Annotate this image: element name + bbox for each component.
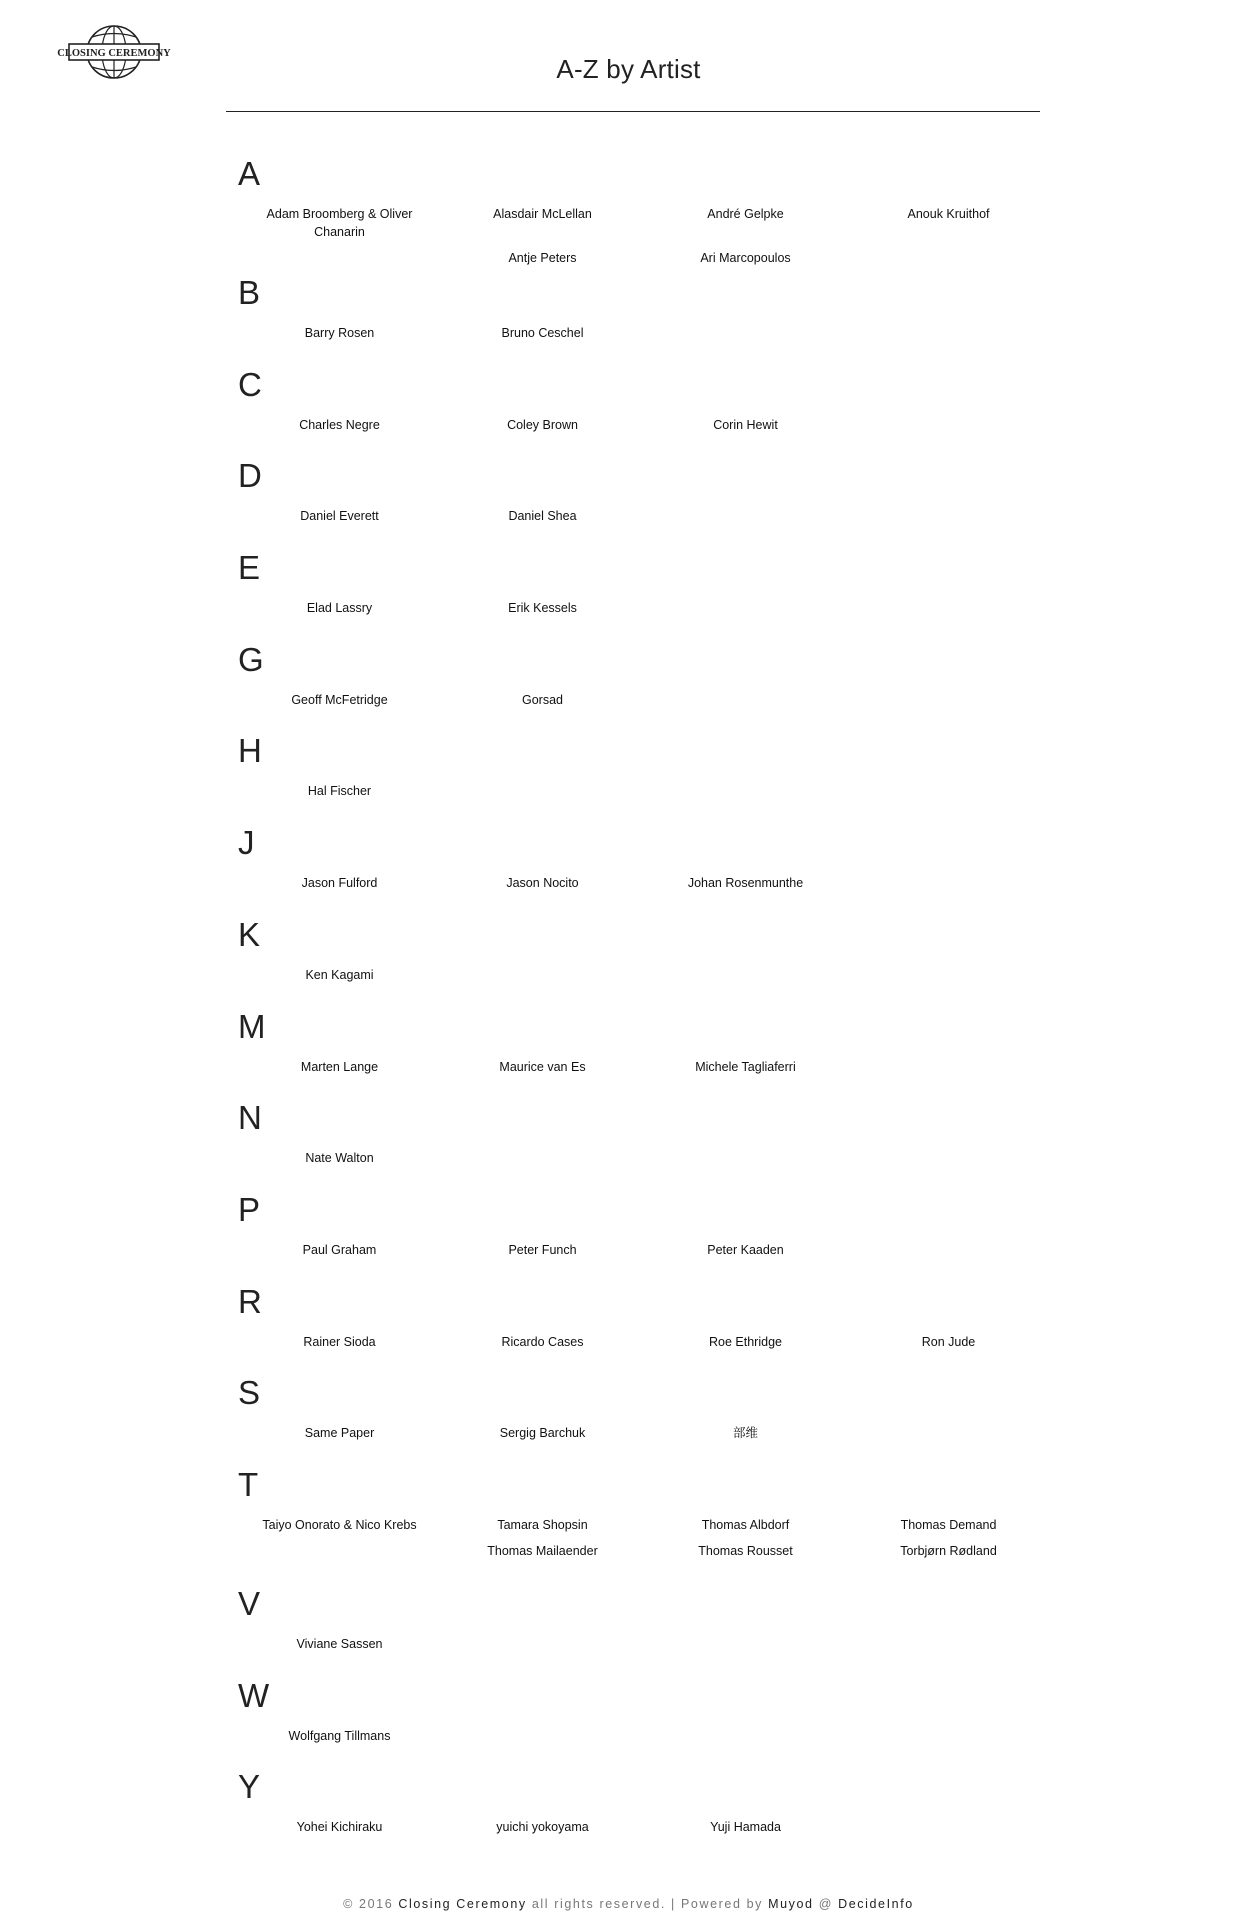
artist-link[interactable]: Gorsad [522, 692, 563, 707]
artist-link[interactable]: Torbjørn Rødland [900, 1543, 997, 1558]
artist-link[interactable]: Ron Jude [921, 1334, 976, 1349]
grid-spacer [238, 249, 441, 267]
artist-grid [238, 1333, 1053, 1351]
letter-heading: R [238, 1282, 262, 1320]
letter-heading: Y [238, 1768, 261, 1806]
artist-link[interactable]: Roe Ethridge [709, 1334, 782, 1349]
artist-link[interactable]: Rainer Sioda [303, 1334, 376, 1349]
artist-link[interactable]: 部维 [732, 1426, 758, 1441]
footer-separator: | [671, 1897, 676, 1911]
letter-section-s [238, 1374, 1053, 1466]
artist-link[interactable]: Elad Lassry [306, 601, 373, 616]
letter-section-t [238, 1466, 1053, 1585]
artist-link[interactable]: Anouk Kruithof [907, 207, 990, 221]
letter-section-b [238, 274, 1053, 366]
title-divider [226, 111, 1040, 112]
artist-link[interactable]: yuichi yokoyama [496, 1820, 589, 1835]
footer-powered-by: Powered by [680, 1897, 763, 1911]
artist-link[interactable]: Maurice van Es [499, 1059, 586, 1074]
artist-link[interactable]: Ken Kagami [305, 967, 374, 982]
artist-link[interactable]: Taiyo Onorato & Nico Krebs [262, 1517, 417, 1532]
artist-link[interactable]: Antje Peters [508, 251, 577, 265]
letter-section-j [238, 824, 1053, 916]
letter-heading: A [238, 155, 261, 192]
letter-heading: V [238, 1584, 261, 1622]
artist-grid [238, 1727, 1053, 1745]
letter-heading: K [238, 915, 261, 953]
artist-link[interactable]: Michele Tagliaferri [695, 1059, 796, 1074]
artist-link[interactable]: Marten Lange [300, 1059, 379, 1074]
artist-grid [238, 782, 1053, 800]
letter-heading: B [238, 274, 261, 311]
letter-heading: E [238, 549, 261, 587]
footer-host-link[interactable]: DecideInfo [838, 1897, 914, 1911]
letter-section-m [238, 1008, 1053, 1100]
letter-heading: P [238, 1190, 261, 1228]
artist-link[interactable]: Tamara Shopsin [497, 1517, 588, 1532]
artist-grid [238, 1149, 1053, 1167]
artist-grid [238, 691, 1053, 709]
artist-link[interactable]: Peter Kaaden [707, 1242, 784, 1257]
artist-grid [238, 1058, 1053, 1076]
artist-link[interactable]: Charles Negre [299, 417, 380, 432]
letter-heading: M [238, 1007, 266, 1045]
artist-link[interactable]: Same Paper [304, 1426, 375, 1441]
artist-grid [238, 874, 1053, 892]
letter-section-y [238, 1768, 1053, 1860]
footer-rights: all rights reserved. [531, 1897, 666, 1911]
letter-section-c [238, 366, 1053, 458]
letter-section-p [238, 1191, 1053, 1283]
letter-heading: H [238, 732, 262, 770]
letter-section-e [238, 549, 1053, 641]
artist-link[interactable]: Jason Fulford [301, 876, 378, 891]
artist-link[interactable]: Erik Kessels [508, 601, 577, 616]
artist-grid [238, 1516, 1053, 1560]
artist-link[interactable]: Thomas Albdorf [701, 1517, 790, 1532]
artist-link[interactable]: Geoff McFetridge [291, 692, 388, 707]
page-title: A-Z by Artist [556, 54, 701, 84]
artist-link[interactable]: Jason Nocito [506, 876, 579, 891]
letter-heading: G [238, 640, 264, 678]
letter-section-d [238, 457, 1053, 549]
artist-grid [238, 507, 1053, 525]
artist-grid [238, 416, 1053, 434]
artist-link[interactable]: Wolfgang Tillmans [288, 1728, 391, 1743]
artist-link[interactable]: Adam Broomberg & Oliver Chanarin [266, 207, 413, 239]
artist-grid [238, 1241, 1053, 1259]
letter-section-r [238, 1283, 1053, 1375]
letter-heading: T [238, 1465, 259, 1503]
letter-section-k [238, 916, 1053, 1008]
letter-heading: J [238, 824, 255, 862]
artist-link[interactable]: Thomas Rousset [698, 1543, 793, 1558]
grid-spacer [238, 1542, 441, 1560]
artist-link[interactable]: Yohei Kichiraku [296, 1820, 383, 1835]
letter-heading: C [238, 365, 262, 403]
letter-heading: W [238, 1676, 270, 1714]
artist-link[interactable]: Barry Rosen [304, 326, 375, 340]
letter-section-w [238, 1677, 1053, 1769]
letter-heading: N [238, 1099, 262, 1137]
artist-grid [238, 205, 1053, 267]
artist-link[interactable]: Paul Graham [302, 1242, 377, 1257]
artist-grid [238, 1818, 1053, 1836]
letter-section-v [238, 1585, 1053, 1677]
footer-copyright: © 2016 [343, 1897, 394, 1911]
artist-link[interactable]: Daniel Everett [300, 509, 379, 524]
artist-grid [238, 324, 1053, 342]
artist-link[interactable]: Alasdair McLellan [493, 207, 592, 221]
artist-link[interactable]: Thomas Demand [900, 1517, 997, 1532]
letter-heading: S [238, 1374, 261, 1412]
artist-grid [238, 1424, 1053, 1442]
artist-link[interactable]: Hal Fischer [307, 784, 372, 799]
svg-text:CLOSING CEREMONY: CLOSING CEREMONY [57, 48, 171, 59]
footer-at: @ [818, 1897, 833, 1911]
letter-heading: D [238, 457, 262, 495]
footer-vendor-link[interactable]: Muyod [768, 1897, 814, 1911]
letter-section-h [238, 732, 1053, 824]
footer-brand-link[interactable]: Closing Ceremony [398, 1897, 527, 1911]
artist-link[interactable]: Viviane Sassen [296, 1636, 383, 1651]
letter-section-n [238, 1099, 1053, 1191]
artist-link[interactable]: Bruno Ceschel [501, 326, 584, 340]
artist-link[interactable]: Thomas Mailaender [487, 1543, 598, 1558]
artist-link[interactable]: Peter Funch [508, 1242, 577, 1257]
artist-link[interactable]: Corin Hewit [713, 417, 778, 432]
artist-grid [238, 1635, 1053, 1653]
artist-link[interactable]: Nate Walton [305, 1151, 374, 1166]
artist-link[interactable]: Johan Rosenmunthe [687, 876, 804, 891]
artist-link[interactable]: Yuji Hamada [710, 1820, 781, 1835]
footer [0, 1897, 1257, 1911]
artist-link[interactable]: André Gelpke [707, 207, 784, 221]
artist-link[interactable]: Ari Marcopoulos [700, 251, 791, 265]
artist-link[interactable]: Sergig Barchuk [499, 1426, 586, 1441]
letter-section-a [238, 155, 1053, 274]
artist-index [238, 155, 1053, 1860]
artist-link[interactable]: Daniel Shea [508, 509, 577, 524]
artist-grid [238, 966, 1053, 984]
artist-grid [238, 599, 1053, 617]
artist-link[interactable]: Coley Brown [507, 417, 578, 432]
letter-section-g [238, 641, 1053, 733]
artist-link[interactable]: Ricardo Cases [501, 1334, 584, 1349]
